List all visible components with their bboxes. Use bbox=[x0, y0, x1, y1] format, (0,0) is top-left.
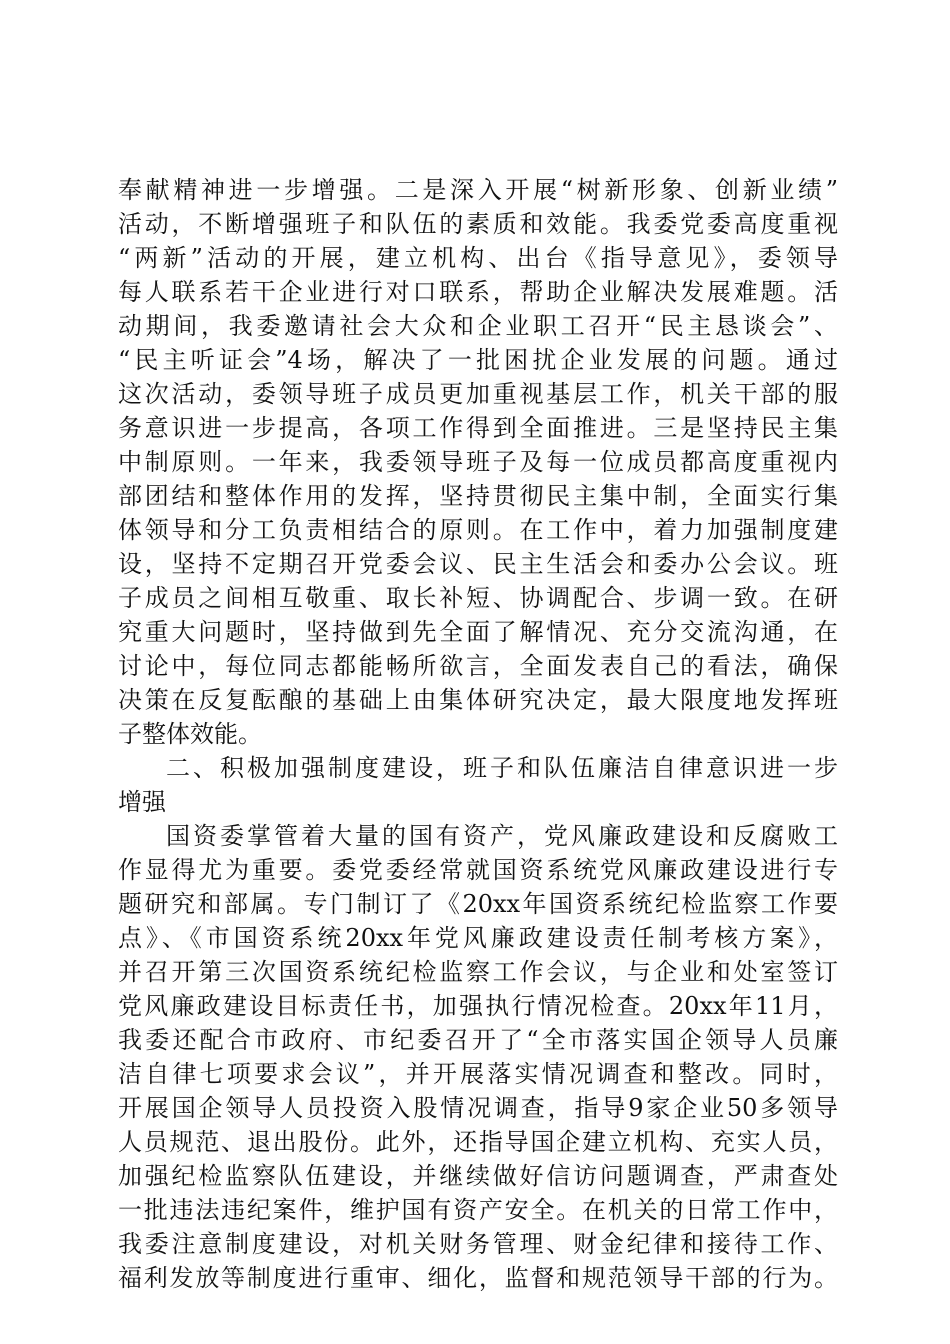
body-text-line: 开展国企领导人员投资入股情况调查，指导9家企业50多领导 bbox=[118, 1094, 838, 1122]
body-text-line: 国资委掌管着大量的国有资产，党风廉政建设和反腐败工 bbox=[166, 822, 838, 850]
body-text-line: 我委注意制度建设，对机关财务管理、财金纪律和接待工作、 bbox=[118, 1230, 838, 1258]
body-text-line: “两新”活动的开展，建立机构、出台《指导意见》，委领导 bbox=[118, 244, 838, 272]
body-text-line: 洁自律七项要求会议”，并开展落实情况调查和整改。同时， bbox=[118, 1060, 838, 1088]
body-text-line: 并召开第三次国资系统纪检监察工作会议，与企业和处室签订 bbox=[118, 958, 838, 986]
body-text-line: 作显得尤为重要。委党委经常就国资系统党风廉政建设进行专 bbox=[118, 856, 838, 884]
body-text-line: 奉献精神进一步增强。二是深入开展“树新形象、创新业绩” bbox=[118, 176, 838, 204]
body-text-line: 这次活动，委领导班子成员更加重视基层工作，机关干部的服 bbox=[118, 380, 838, 408]
body-text-line: 决策在反复酝酿的基础上由集体研究决定，最大限度地发挥班 bbox=[118, 686, 838, 714]
body-text-line: 部团结和整体作用的发挥，坚持贯彻民主集中制，全面实行集 bbox=[118, 482, 838, 510]
body-text-line: 人员规范、退出股份。此外，还指导国企建立机构、充实人员， bbox=[118, 1128, 838, 1156]
body-text-line: 务意识进一步提高，各项工作得到全面推进。三是坚持民主集 bbox=[118, 414, 838, 442]
body-text-line: 动期间，我委邀请社会大众和企业职工召开“民主恳谈会”、 bbox=[118, 312, 838, 340]
body-text-line: 体领导和分工负责相结合的原则。在工作中，着力加强制度建 bbox=[118, 516, 838, 544]
body-text-line: 加强纪检监察队伍建设，并继续做好信访问题调查，严肃查处 bbox=[118, 1162, 838, 1190]
body-text-line: “民主听证会”4场，解决了一批困扰企业发展的问题。通过 bbox=[118, 346, 838, 374]
body-text-line: 子成员之间相互敬重、取长补短、协调配合、步调一致。在研 bbox=[118, 584, 838, 612]
body-text-line: 设，坚持不定期召开党委会议、民主生活会和委办公会议。班 bbox=[118, 550, 838, 578]
body-text-line: 中制原则。一年来，我委领导班子及每一位成员都高度重视内 bbox=[118, 448, 838, 476]
body-text-line: 讨论中，每位同志都能畅所欲言，全面发表自己的看法，确保 bbox=[118, 652, 838, 680]
body-text-line: 福利发放等制度进行重审、细化，监督和规范领导干部的行为。 bbox=[118, 1264, 838, 1292]
body-text-line: 活动，不断增强班子和队伍的素质和效能。我委党委高度重视 bbox=[118, 210, 838, 238]
section-heading-line: 增强 bbox=[118, 788, 166, 816]
body-text-line: 我委还配合市政府、市纪委召开了“全市落实国企领导人员廉 bbox=[118, 1026, 838, 1054]
body-text-line: 每人联系若干企业进行对口联系，帮助企业解决发展难题。活 bbox=[118, 278, 838, 306]
section-heading-line: 二、积极加强制度建设，班子和队伍廉洁自律意识进一步 bbox=[166, 754, 838, 782]
body-text-line: 子整体效能。 bbox=[118, 720, 262, 748]
body-text-line: 党风廉政建设目标责任书，加强执行情况检查。20xx年11月， bbox=[118, 992, 838, 1020]
body-text-line: 一批违法违纪案件，维护国有资产安全。在机关的日常工作中， bbox=[118, 1196, 838, 1224]
body-text-line: 题研究和部属。专门制订了《20xx年国资系统纪检监察工作要 bbox=[118, 890, 838, 918]
body-text-line: 点》、《市国资系统20xx年党风廉政建设责任制考核方案》， bbox=[118, 924, 838, 952]
body-text-line: 究重大问题时，坚持做到先全面了解情况、充分交流沟通，在 bbox=[118, 618, 838, 646]
